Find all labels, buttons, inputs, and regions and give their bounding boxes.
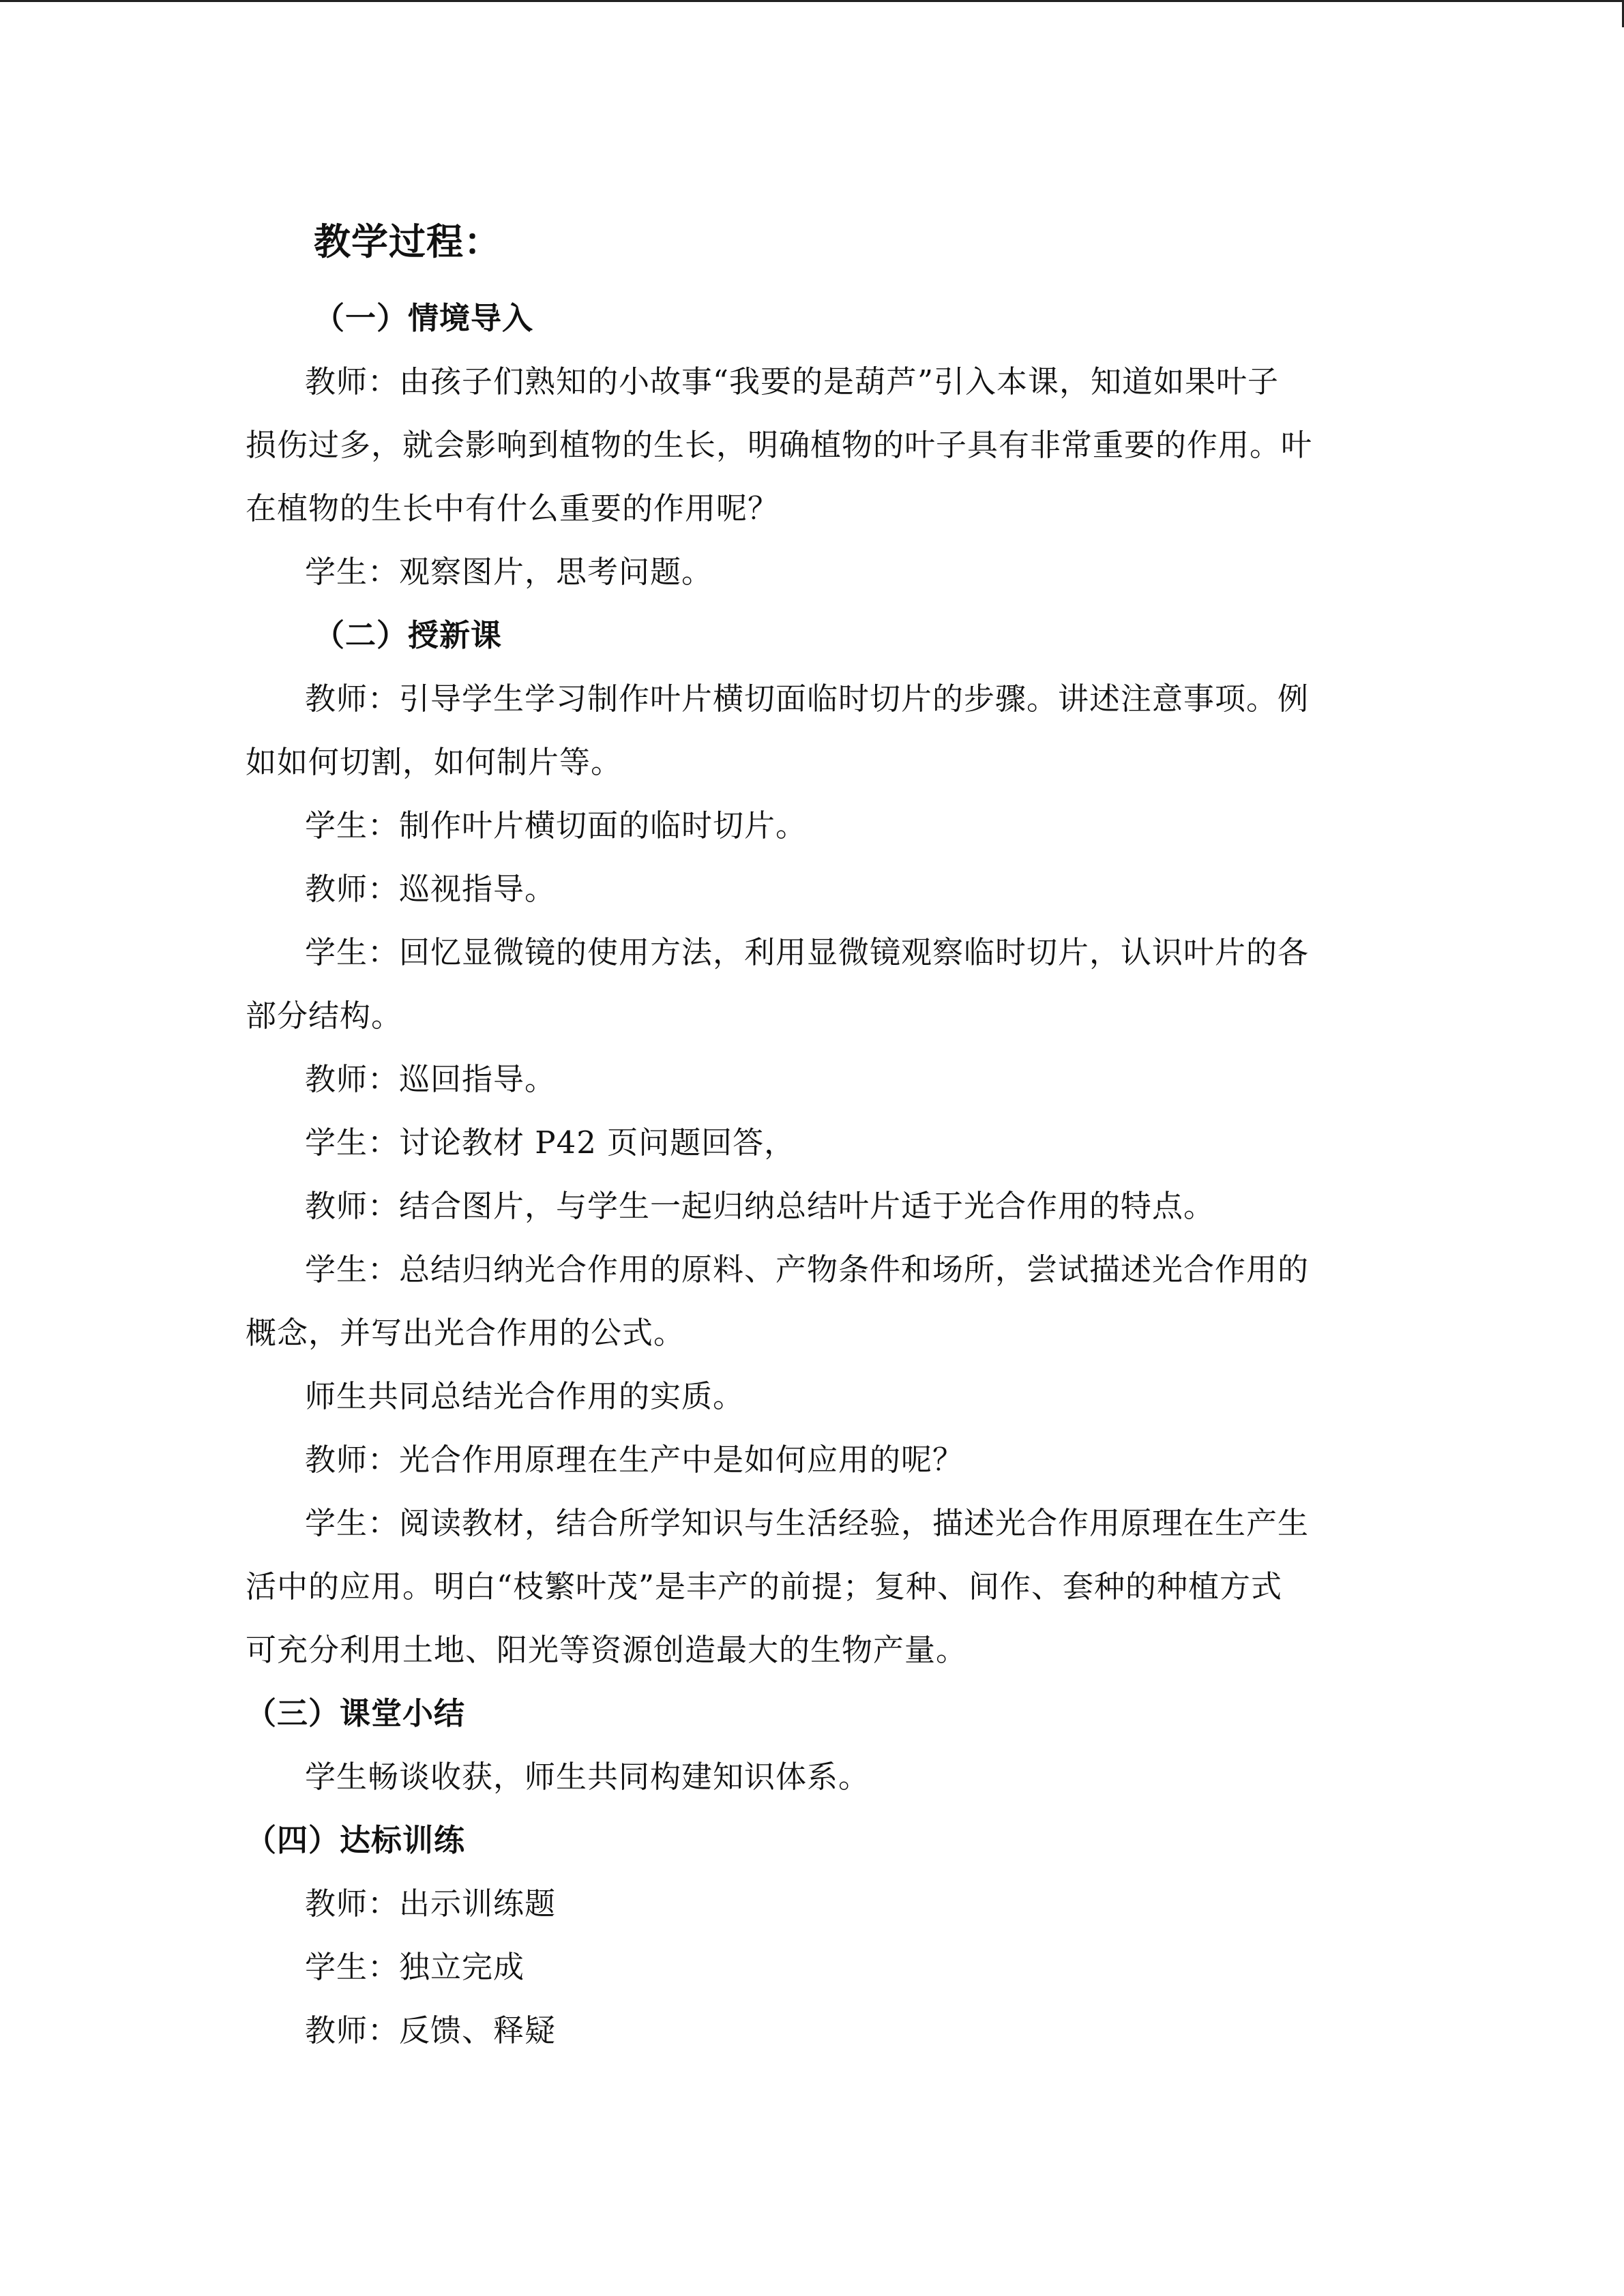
section-title: 教学过程：	[314, 220, 501, 263]
paragraph-line: 部分结构。	[246, 998, 403, 1034]
paragraph-line: 概念，并写出光合作用的公式。	[246, 1315, 685, 1351]
heading-new-lesson: （二）授新课	[314, 617, 503, 653]
paragraph-line: 在植物的生长中有什么重要的作用呢？	[246, 490, 780, 526]
paragraph-line: 损伤过多，就会影响到植物的生长，明确植物的叶子具有非常重要的作用。叶	[246, 427, 1313, 463]
heading-practice: （四）达标训练	[246, 1822, 466, 1858]
paragraph-line: 活中的应用。明白“枝繁叶茂”是丰产的前提；复种、间作、套种的种植方式	[246, 1568, 1283, 1605]
paragraph-line: 教师：光合作用原理在生产中是如何应用的呢？	[305, 1442, 964, 1478]
paragraph-line: 学生畅谈收获，师生共同构建知识体系。	[305, 1759, 870, 1795]
paragraph-line: 教师：反馈、释疑	[305, 2012, 557, 2048]
paragraph-line: 学生：总结归纳光合作用的原料、产物条件和场所，尝试描述光合作用的	[305, 1251, 1310, 1287]
paragraph-line: 可充分利用土地、阳光等资源创造最大的生物产量。	[246, 1632, 968, 1668]
paragraph-line: 学生：制作叶片横切面的临时切片。	[305, 807, 808, 844]
paragraph-line: 教师：出示训练题	[305, 1885, 557, 1922]
paragraph-line: 学生：独立完成	[305, 1949, 525, 1985]
document-body	[246, 211, 1364, 2062]
paragraph-line: 教师：结合图片，与学生一起归纳总结叶片适于光合作用的特点。	[305, 1188, 1215, 1224]
heading-class-summary: （三）课堂小结	[246, 1695, 466, 1731]
paragraph-line: 教师：巡回指导。	[305, 1061, 557, 1097]
paragraph-line: 学生：回忆显微镜的使用方法，利用显微镜观察临时切片，认识叶片的各	[305, 934, 1310, 970]
paragraph-line: 学生：阅读教材，结合所学知识与生活经验，描述光合作用原理在生产生	[305, 1505, 1310, 1541]
paragraph-line: 如如何切割，如何制片等。	[246, 744, 623, 780]
paragraph-line: 教师：引导学生学习制作叶片横切面临时切片的步骤。讲述注意事项。例	[305, 681, 1310, 717]
heading-situation-intro: （一）情境导入	[314, 300, 534, 336]
paragraph-line: 教师：巡视指导。	[305, 871, 557, 907]
paragraph-line: 师生共同总结光合作用的实质。	[305, 1378, 745, 1414]
paragraph-line: 学生：讨论教材 P42 页问题回答，	[305, 1124, 796, 1161]
paragraph-line: 教师：由孩子们熟知的小故事“我要的是葫芦”引入本课，知道如果叶子	[305, 363, 1280, 400]
paragraph-line: 学生：观察图片，思考问题。	[305, 554, 713, 590]
page-top-border	[0, 0, 1624, 2]
